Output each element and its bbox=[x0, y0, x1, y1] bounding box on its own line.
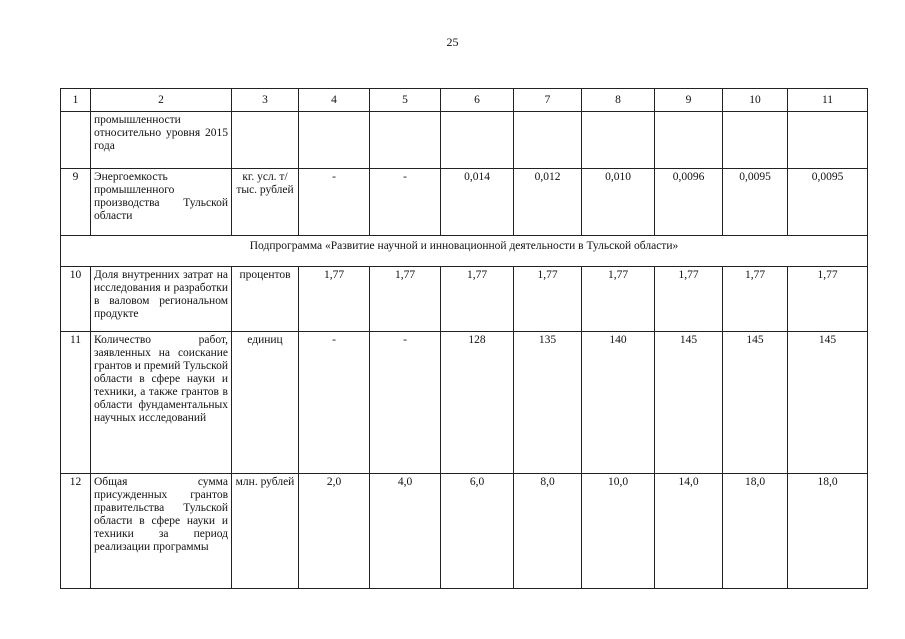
value-cell bbox=[723, 112, 788, 169]
column-header: 3 bbox=[232, 89, 299, 112]
value-cell: 1,77 bbox=[582, 267, 655, 332]
page-number: 25 bbox=[446, 35, 459, 49]
value-cell: 2,0 bbox=[299, 474, 370, 589]
value-cell: 140 bbox=[582, 332, 655, 474]
value-cell: 135 bbox=[514, 332, 582, 474]
value-cell: 10,0 bbox=[582, 474, 655, 589]
table-header-row bbox=[61, 89, 868, 112]
value-cell: 145 bbox=[723, 332, 788, 474]
subprogram-title: Подпрограмма «Развитие научной и инновационной деятельности в Тульской области» bbox=[61, 236, 868, 267]
column-header: 2 bbox=[91, 89, 232, 112]
indicator-name: Общая сумма присужденных грантов правительства Тульской области в сфере науки и техники за период реализации программы bbox=[91, 474, 232, 589]
value-cell: 8,0 bbox=[514, 474, 582, 589]
value-cell: 0,014 bbox=[441, 169, 514, 236]
table-row bbox=[61, 332, 868, 474]
table-row bbox=[61, 112, 868, 169]
indicators-table bbox=[60, 88, 868, 589]
value-cell: 1,77 bbox=[441, 267, 514, 332]
row-number: 11 bbox=[61, 332, 91, 474]
column-header: 6 bbox=[441, 89, 514, 112]
value-cell: 1,77 bbox=[370, 267, 441, 332]
value-cell: - bbox=[299, 169, 370, 236]
table-row bbox=[61, 267, 868, 332]
value-cell: - bbox=[370, 169, 441, 236]
column-header: 4 bbox=[299, 89, 370, 112]
value-cell: 1,77 bbox=[514, 267, 582, 332]
subprogram-row bbox=[61, 236, 868, 267]
row-number: 9 bbox=[61, 169, 91, 236]
indicator-name: Количество работ, заявленных на соискание грантов и премий Тульской области в сфере науки и техники, а также грантов в области фундаментальных научных исследований bbox=[91, 332, 232, 474]
value-cell: 4,0 bbox=[370, 474, 441, 589]
column-header: 7 bbox=[514, 89, 582, 112]
value-cell: 1,77 bbox=[723, 267, 788, 332]
value-cell: 18,0 bbox=[788, 474, 868, 589]
value-cell: 0,010 bbox=[582, 169, 655, 236]
indicator-name: промышленности относительно уровня 2015 года bbox=[91, 112, 232, 169]
row-number: 10 bbox=[61, 267, 91, 332]
column-header: 1 bbox=[61, 89, 91, 112]
unit: млн. рублей bbox=[232, 474, 299, 589]
value-cell: - bbox=[370, 332, 441, 474]
unit: единиц bbox=[232, 332, 299, 474]
value-cell bbox=[299, 112, 370, 169]
value-cell: 14,0 bbox=[655, 474, 723, 589]
value-cell: 1,77 bbox=[299, 267, 370, 332]
table-row bbox=[61, 474, 868, 589]
value-cell: 128 bbox=[441, 332, 514, 474]
value-cell: - bbox=[299, 332, 370, 474]
indicator-name: Энергоемкость промышленного производства Тульской области bbox=[91, 169, 232, 236]
column-header: 10 bbox=[723, 89, 788, 112]
value-cell bbox=[582, 112, 655, 169]
value-cell: 18,0 bbox=[723, 474, 788, 589]
unit: процентов bbox=[232, 267, 299, 332]
column-header: 11 bbox=[788, 89, 868, 112]
value-cell: 0,012 bbox=[514, 169, 582, 236]
value-cell: 1,77 bbox=[655, 267, 723, 332]
value-cell bbox=[655, 112, 723, 169]
column-header: 8 bbox=[582, 89, 655, 112]
value-cell: 0,0096 bbox=[655, 169, 723, 236]
column-header: 9 bbox=[655, 89, 723, 112]
indicator-name: Доля внутренних затрат на исследования и разработки в валовом региональном продукте bbox=[91, 267, 232, 332]
value-cell bbox=[441, 112, 514, 169]
row-number bbox=[61, 112, 91, 169]
value-cell: 0,0095 bbox=[723, 169, 788, 236]
value-cell: 6,0 bbox=[441, 474, 514, 589]
column-header: 5 bbox=[370, 89, 441, 112]
row-number: 12 bbox=[61, 474, 91, 589]
value-cell bbox=[514, 112, 582, 169]
table-row bbox=[61, 169, 868, 236]
unit bbox=[232, 112, 299, 169]
value-cell: 1,77 bbox=[788, 267, 868, 332]
value-cell bbox=[370, 112, 441, 169]
value-cell bbox=[788, 112, 868, 169]
unit: кг. усл. т/ тыс. рублей bbox=[232, 169, 299, 236]
value-cell: 145 bbox=[655, 332, 723, 474]
value-cell: 0,0095 bbox=[788, 169, 868, 236]
value-cell: 145 bbox=[788, 332, 868, 474]
